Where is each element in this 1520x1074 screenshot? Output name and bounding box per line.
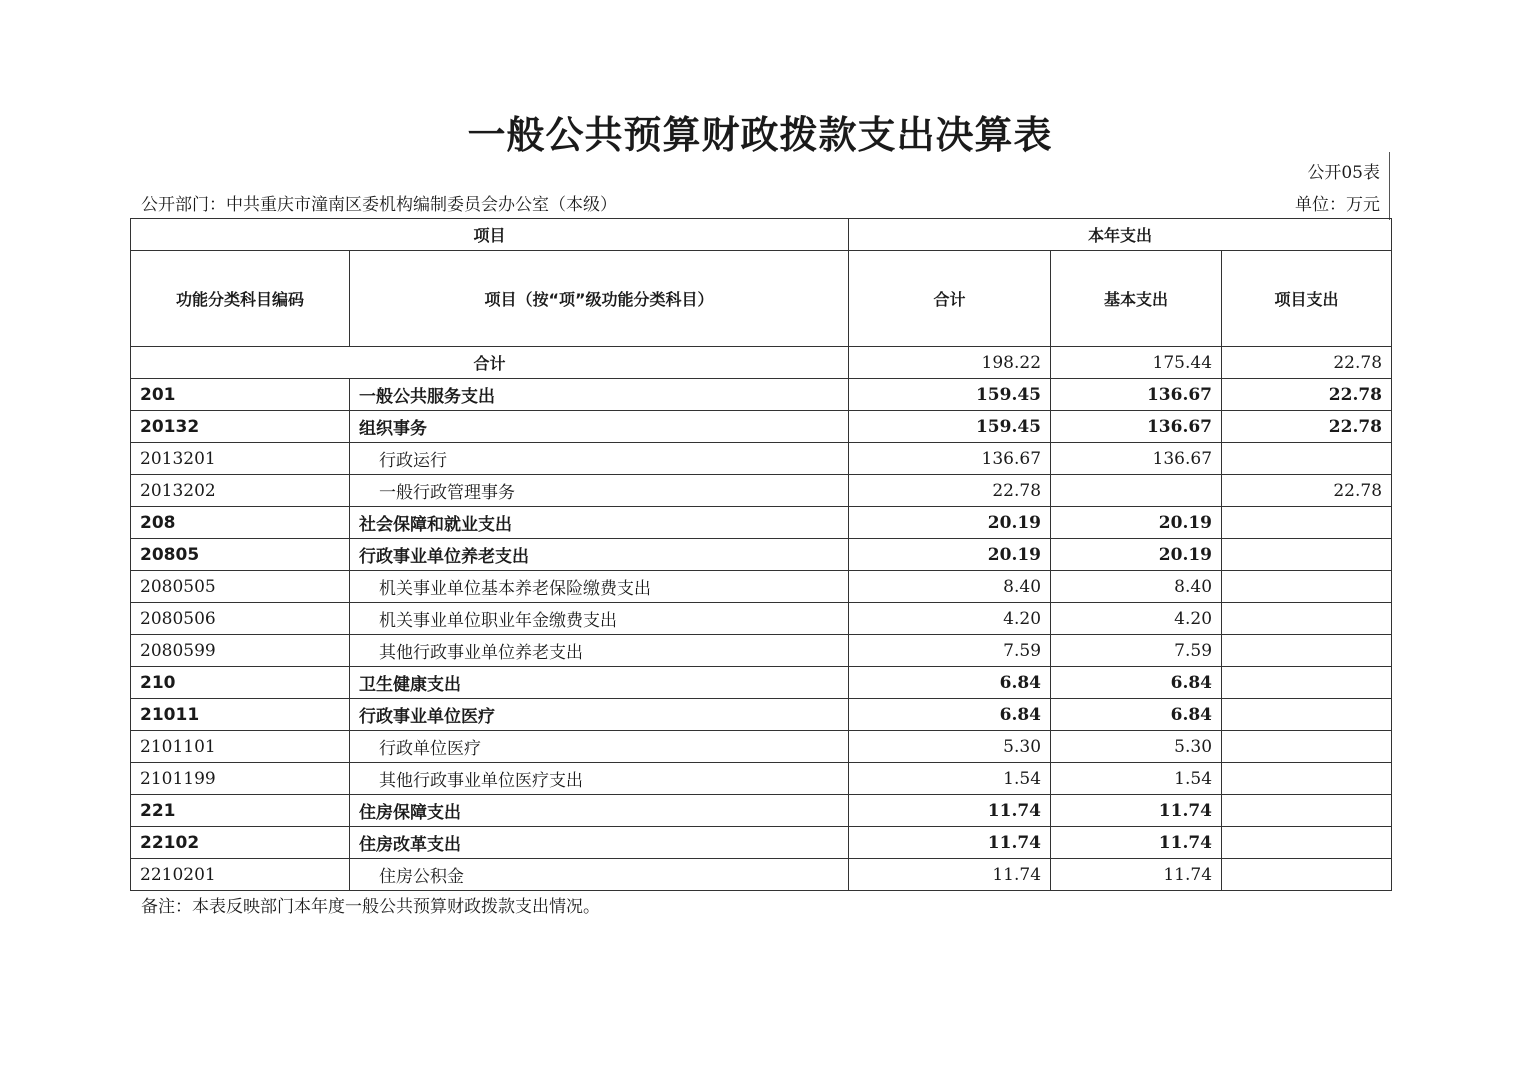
row-code: 22102 xyxy=(131,827,350,859)
row-basic xyxy=(1051,475,1222,507)
row-project xyxy=(1222,603,1392,635)
row-name: 其他行政事业单位医疗支出 xyxy=(350,763,849,795)
row-code: 2080506 xyxy=(131,603,350,635)
row-name: 行政运行 xyxy=(350,443,849,475)
row-total: 1.54 xyxy=(849,763,1051,795)
row-code: 210 xyxy=(131,667,350,699)
row-basic: 7.59 xyxy=(1051,635,1222,667)
table-row xyxy=(131,443,1392,475)
row-basic: 4.20 xyxy=(1051,603,1222,635)
unit-label: 单位：万元 xyxy=(1295,195,1380,215)
row-code: 2080505 xyxy=(131,571,350,603)
row-code: 2210201 xyxy=(131,859,350,891)
row-total: 7.59 xyxy=(849,635,1051,667)
table-row xyxy=(131,507,1392,539)
row-project xyxy=(1222,859,1392,891)
row-project xyxy=(1222,571,1392,603)
table-row xyxy=(131,379,1392,411)
row-total: 6.84 xyxy=(849,667,1051,699)
row-name: 行政事业单位养老支出 xyxy=(350,539,849,571)
total-row-total: 198.22 xyxy=(849,347,1051,379)
header-year-group: 本年支出 xyxy=(849,219,1392,251)
row-project xyxy=(1222,667,1392,699)
total-row-basic: 175.44 xyxy=(1051,347,1222,379)
row-name: 住房改革支出 xyxy=(350,827,849,859)
row-basic: 5.30 xyxy=(1051,731,1222,763)
table-row xyxy=(131,411,1392,443)
row-basic: 136.67 xyxy=(1051,443,1222,475)
total-row-project: 22.78 xyxy=(1222,347,1392,379)
row-name: 机关事业单位职业年金缴费支出 xyxy=(350,603,849,635)
header-basic: 基本支出 xyxy=(1051,251,1222,347)
row-basic: 8.40 xyxy=(1051,571,1222,603)
row-code: 2101199 xyxy=(131,763,350,795)
table-row xyxy=(131,667,1392,699)
side-border-line xyxy=(1389,152,1390,220)
table-row xyxy=(131,603,1392,635)
row-total: 5.30 xyxy=(849,731,1051,763)
header-row-group xyxy=(131,219,1392,251)
table-body xyxy=(131,347,1392,891)
row-project xyxy=(1222,827,1392,859)
row-basic: 11.74 xyxy=(1051,827,1222,859)
row-project xyxy=(1222,763,1392,795)
department-label: 公开部门：中共重庆市潼南区委机构编制委员会办公室（本级） xyxy=(141,195,617,215)
table-row xyxy=(131,475,1392,507)
table-row xyxy=(131,635,1392,667)
row-name: 行政事业单位医疗 xyxy=(350,699,849,731)
total-row xyxy=(131,347,1392,379)
row-basic: 11.74 xyxy=(1051,859,1222,891)
row-basic: 20.19 xyxy=(1051,539,1222,571)
row-total: 11.74 xyxy=(849,859,1051,891)
table-row xyxy=(131,795,1392,827)
row-code: 20805 xyxy=(131,539,350,571)
row-name: 住房保障支出 xyxy=(350,795,849,827)
row-code: 2013202 xyxy=(131,475,350,507)
row-project: 22.78 xyxy=(1222,411,1392,443)
row-name: 住房公积金 xyxy=(350,859,849,891)
page-title: 一般公共预算财政拨款支出决算表 xyxy=(467,113,1053,157)
row-code: 21011 xyxy=(131,699,350,731)
row-project xyxy=(1222,795,1392,827)
row-total: 22.78 xyxy=(849,475,1051,507)
form-number: 公开05表 xyxy=(1307,163,1380,183)
row-code: 20132 xyxy=(131,411,350,443)
header-code: 功能分类科目编码 xyxy=(131,251,350,347)
row-total: 159.45 xyxy=(849,379,1051,411)
row-basic: 1.54 xyxy=(1051,763,1222,795)
row-basic: 20.19 xyxy=(1051,507,1222,539)
row-project xyxy=(1222,539,1392,571)
row-basic: 11.74 xyxy=(1051,795,1222,827)
row-project xyxy=(1222,507,1392,539)
row-total: 11.74 xyxy=(849,827,1051,859)
row-total: 20.19 xyxy=(849,539,1051,571)
row-name: 一般行政管理事务 xyxy=(350,475,849,507)
table-row xyxy=(131,571,1392,603)
row-total: 4.20 xyxy=(849,603,1051,635)
row-project xyxy=(1222,731,1392,763)
row-basic: 136.67 xyxy=(1051,379,1222,411)
footnote: 备注：本表反映部门本年度一般公共预算财政拨款支出情况。 xyxy=(141,897,600,917)
header-total: 合计 xyxy=(849,251,1051,347)
row-basic: 136.67 xyxy=(1051,411,1222,443)
row-total: 8.40 xyxy=(849,571,1051,603)
row-basic: 6.84 xyxy=(1051,699,1222,731)
table-row xyxy=(131,827,1392,859)
total-row-label: 合计 xyxy=(131,347,849,379)
header-row-columns xyxy=(131,251,1392,347)
header-project: 项目支出 xyxy=(1222,251,1392,347)
row-project xyxy=(1222,443,1392,475)
row-project: 22.78 xyxy=(1222,379,1392,411)
row-code: 208 xyxy=(131,507,350,539)
row-name: 机关事业单位基本养老保险缴费支出 xyxy=(350,571,849,603)
row-total: 136.67 xyxy=(849,443,1051,475)
row-total: 6.84 xyxy=(849,699,1051,731)
row-total: 11.74 xyxy=(849,795,1051,827)
table-row xyxy=(131,539,1392,571)
row-name: 其他行政事业单位养老支出 xyxy=(350,635,849,667)
expenditure-table xyxy=(130,218,1392,891)
row-code: 2013201 xyxy=(131,443,350,475)
row-code: 2080599 xyxy=(131,635,350,667)
row-basic: 6.84 xyxy=(1051,667,1222,699)
row-total: 159.45 xyxy=(849,411,1051,443)
table-row xyxy=(131,859,1392,891)
row-name: 组织事务 xyxy=(350,411,849,443)
header-name: 项目（按“项”级功能分类科目） xyxy=(350,251,849,347)
row-code: 221 xyxy=(131,795,350,827)
row-project: 22.78 xyxy=(1222,475,1392,507)
row-code: 2101101 xyxy=(131,731,350,763)
table-row xyxy=(131,731,1392,763)
row-project xyxy=(1222,635,1392,667)
row-name: 社会保障和就业支出 xyxy=(350,507,849,539)
row-code: 201 xyxy=(131,379,350,411)
row-name: 卫生健康支出 xyxy=(350,667,849,699)
row-total: 20.19 xyxy=(849,507,1051,539)
header-item-group: 项目 xyxy=(131,219,849,251)
row-name: 行政单位医疗 xyxy=(350,731,849,763)
row-name: 一般公共服务支出 xyxy=(350,379,849,411)
table-row xyxy=(131,763,1392,795)
row-project xyxy=(1222,699,1392,731)
table-row xyxy=(131,699,1392,731)
